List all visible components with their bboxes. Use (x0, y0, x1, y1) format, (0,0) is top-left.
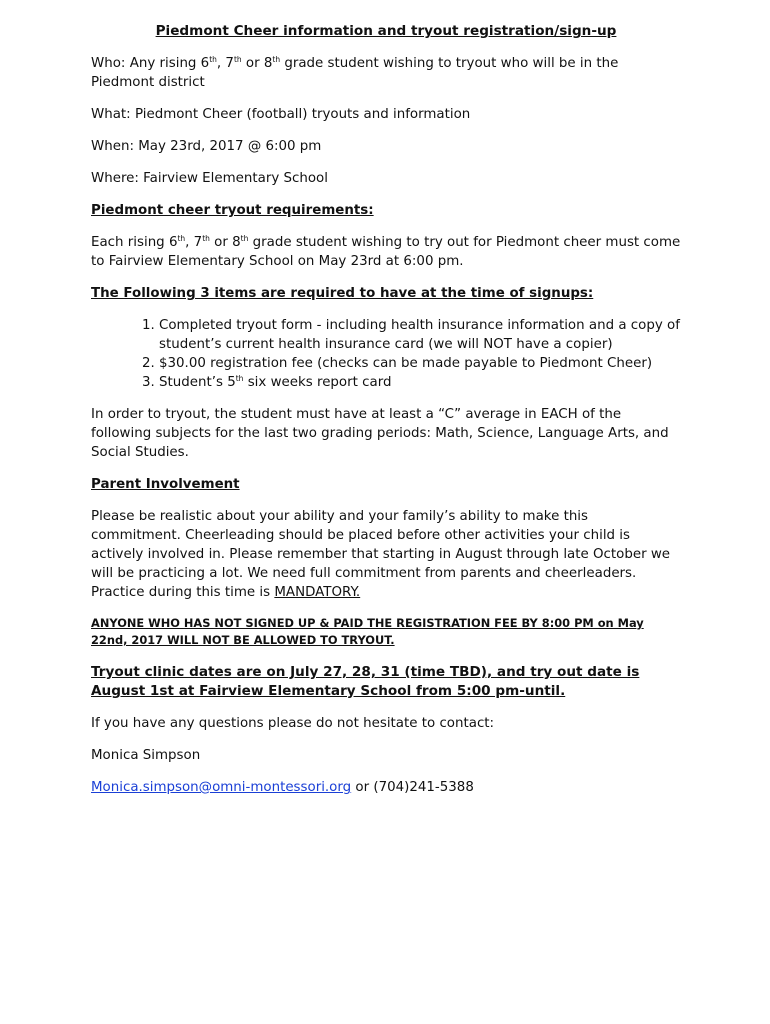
requirements-heading: Piedmont cheer tryout requirements: (91, 203, 374, 218)
deadline-warning: ANYONE WHO HAS NOT SIGNED UP & PAID THE REGISTRATION FEE BY 8:00 PM on May 22nd, 2017 WILL NOT BE ALLOWED TO TRYOUT. (91, 616, 644, 647)
page-title: Piedmont Cheer information and tryout registration/sign-up (155, 23, 617, 39)
list-item: 2. $30.00 registration fee (checks can be made payable to Piedmont Cheer) (159, 354, 681, 373)
items-heading: The Following 3 items are required to have at the time of signups: (91, 286, 594, 301)
who-paragraph (91, 54, 681, 92)
grades-paragraph: In order to tryout, the student must have at least a “C” average in EACH of the following subjects for the last two grading periods: Math, Science, Language Arts, and Social Studies. (91, 407, 669, 460)
parent-paragraph (91, 507, 681, 602)
parent-heading: Parent Involvement (91, 477, 240, 492)
contact-name: Monica Simpson (91, 748, 201, 763)
ordinal-suffix: th (233, 55, 242, 64)
questions-paragraph: If you have any questions please do not hesitate to contact: (91, 716, 495, 731)
list-item (159, 373, 681, 392)
ordinal-suffix: th (202, 234, 210, 243)
who-lead: Who: Any rising 6 (91, 56, 210, 71)
clinic-dates: Tryout clinic dates are on July 27, 28, 31 (time TBD), and try out date is August 1st at Fairview Elementary School from 5:00 pm-until. (91, 664, 640, 699)
what-paragraph: What: Piedmont Cheer (football) tryouts and information (91, 107, 471, 122)
requirements-tail: grade student wishing to try out for Piedmont cheer must come to Fairview Elementary School on May 23rd at 6:00 pm. (91, 235, 681, 269)
required-items-list (91, 316, 681, 392)
ordinal-suffix: th (177, 234, 186, 243)
list-item: 1. Completed tryout form - including health insurance information and a copy of student’s current health insurance card (we will NOT have a copier) (159, 316, 681, 354)
list-item-tail: six weeks report card (243, 375, 392, 390)
email-link[interactable]: Monica.simpson@omni-montessori.org (91, 780, 352, 795)
requirements-mid: or 8 (209, 235, 241, 250)
ordinal-suffix: th (235, 374, 244, 383)
ordinal-suffix: th (209, 55, 217, 64)
who-tail: grade student wishing to tryout who will be in the Piedmont district (91, 56, 619, 90)
contact-line (91, 778, 681, 797)
requirements-lead: Each rising 6 (91, 235, 178, 250)
when-paragraph: When: May 23rd, 2017 @ 6:00 pm (91, 139, 322, 154)
who-mid: , 7 (216, 56, 234, 71)
where-paragraph: Where: Fairview Elementary School (91, 171, 328, 186)
ordinal-suffix: th (272, 55, 281, 64)
mandatory-text: MANDATORY. (274, 585, 361, 600)
document-page (91, 22, 681, 810)
phone-text: or (704)241-5388 (351, 780, 474, 795)
requirements-paragraph (91, 233, 681, 271)
parent-text: Please be realistic about your ability and your family’s ability to make this commitment. Cheerleading should be placed before other activities your child is actively involved in. Please remember that starting in August through late October we will be practicing a lot. We need full commitment from parents and cheerleaders. Practice during this time is (91, 509, 671, 600)
ordinal-suffix: th (240, 234, 249, 243)
requirements-mid: , 7 (185, 235, 203, 250)
who-mid: or 8 (241, 56, 273, 71)
list-item-lead: Student’s 5 (159, 375, 236, 390)
